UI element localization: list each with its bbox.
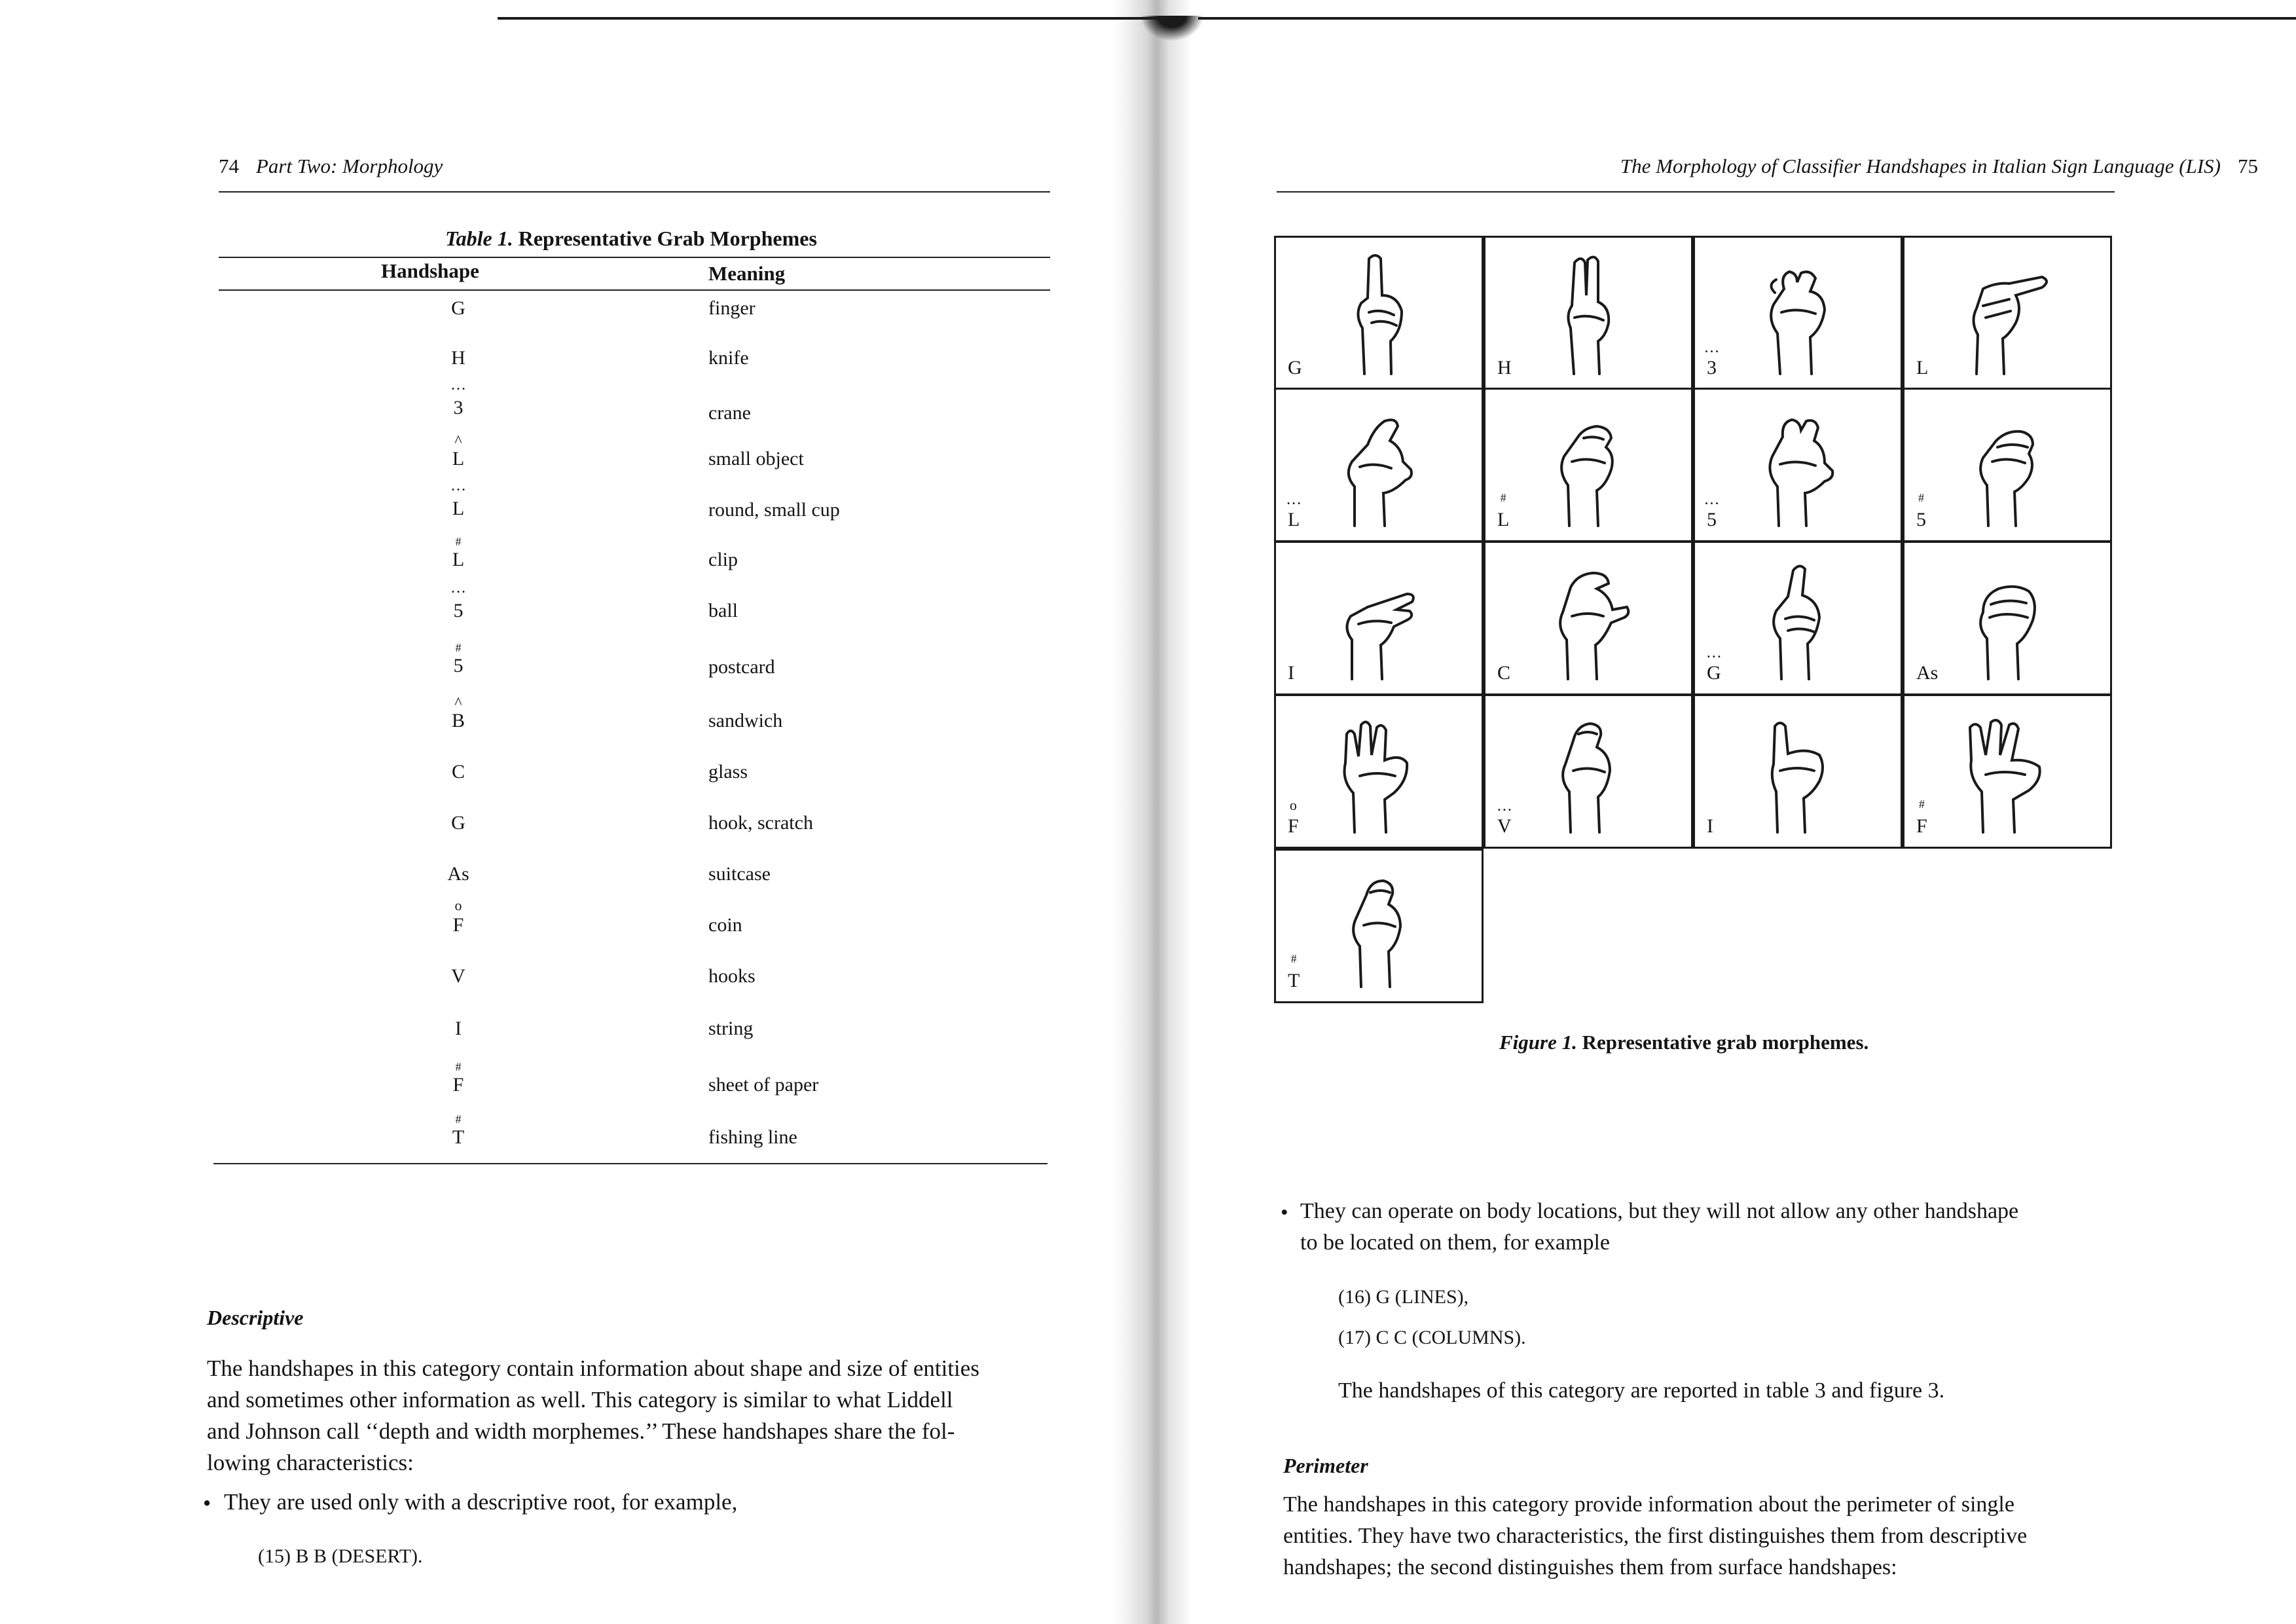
handshape-l-icon: [1957, 249, 2055, 380]
perimeter-paragraph: [1283, 1489, 2123, 1583]
handshape-cell: ^ B: [393, 710, 524, 732]
table-row: [216, 448, 1048, 487]
bullet-body-locations: [1300, 1196, 2119, 1259]
handshape-g-bent-icon: [1747, 555, 1846, 686]
paragraph-line: and sometimes other information as well. This category is similar to what Liddell: [207, 1387, 953, 1412]
figure-cell: [1274, 849, 1484, 1003]
handshape-as-icon: [1957, 555, 2055, 686]
cell-label: # 5: [1916, 509, 1926, 531]
figure-caption-label: Figure 1.: [1499, 1031, 1577, 1054]
figure-cell: [1903, 236, 2112, 390]
handshape-v-bent-icon: [1538, 708, 1636, 839]
left-running-head: [219, 155, 443, 178]
table-row: [216, 347, 1048, 386]
table-row: [216, 812, 1048, 851]
handshape-5-flat-icon: [1957, 401, 2055, 532]
meaning-cell: finger: [708, 297, 756, 319]
cell-label: # F: [1916, 815, 1927, 838]
figure-cell: [1484, 388, 1693, 542]
figure-cell: [1484, 541, 1693, 695]
right-running-head: [1620, 155, 2258, 178]
right-page-number: 75: [2238, 155, 2258, 177]
paragraph-line: and Johnson call ‘‘depth and width morphemes.’’ These handshapes share the fol-: [207, 1418, 955, 1444]
handshape-cell: C: [451, 761, 465, 783]
meaning-cell: postcard: [708, 656, 775, 678]
figure-cell: [1484, 236, 1693, 390]
cell-label: … 3: [1707, 357, 1717, 379]
meaning-cell: string: [708, 1018, 754, 1039]
meaning-cell: clip: [708, 549, 738, 570]
handshape-cell: … L: [393, 498, 524, 520]
table-row: [216, 1074, 1048, 1113]
cell-label: … L: [1288, 509, 1300, 531]
figure-caption-title: Representative grab morphemes.: [1582, 1031, 1869, 1054]
figure-cell: [1903, 388, 2112, 542]
handshape-h-icon: [1538, 249, 1636, 380]
figure-cell: [1274, 236, 1484, 390]
table-row: [216, 1126, 1048, 1166]
handshape-i-pinky-icon: [1747, 708, 1846, 839]
table-row: [216, 965, 1048, 1005]
table-row: [216, 397, 1048, 436]
handshape-cell: G: [451, 297, 465, 319]
left-page: [0, 0, 1133, 1624]
table-row: [216, 863, 1048, 902]
meaning-cell: fishing line: [708, 1126, 797, 1148]
table-row: [216, 914, 1048, 953]
paragraph-line: entities. They have two characteristics, the first distinguishes them from descriptive: [1283, 1524, 2028, 1548]
handshape-i-icon: [1328, 555, 1427, 686]
handshape-cell: I: [455, 1018, 462, 1039]
figure-cell: [1903, 541, 2112, 695]
meaning-cell: sandwich: [708, 710, 783, 731]
meaning-cell: hooks: [708, 965, 756, 987]
handshape-cell: As: [447, 863, 469, 885]
bullet-used-only-descriptive: They are used only with a descriptive root, for example,: [224, 1489, 738, 1515]
handshape-5-bent-icon: [1747, 401, 1846, 532]
section-title-descriptive: Descriptive: [207, 1306, 304, 1329]
cell-label: # L: [1497, 509, 1509, 531]
table-bottom-rule: [213, 1163, 1048, 1164]
cell-label: … G: [1707, 662, 1721, 684]
table-row: [216, 710, 1048, 749]
figure-cell: [1693, 388, 1903, 542]
handshape-cell: # F: [393, 1074, 524, 1096]
paragraph-line: The handshapes in this category provide information about the perimeter of single: [1283, 1492, 2014, 1517]
table-caption: [445, 227, 817, 251]
meaning-cell: coin: [708, 914, 742, 936]
section-title-perimeter: Perimeter: [1283, 1454, 1368, 1477]
example-16: (16) G (LINES),: [1338, 1286, 1469, 1308]
example-17: (17) C C (COLUMNS).: [1338, 1327, 1526, 1348]
figure-cell: [1903, 694, 2112, 849]
paragraph-line: The handshapes in this category contain information about shape and size of entities: [207, 1356, 979, 1381]
handshape-cell: V: [451, 965, 465, 987]
handshape-cell: o F: [393, 914, 524, 936]
handshape-c-icon: [1538, 555, 1636, 686]
cell-label: I: [1288, 662, 1294, 684]
table-header-handshape: Handshape: [381, 259, 479, 282]
figure-cell: [1693, 236, 1903, 390]
table-row: [216, 1018, 1048, 1057]
table-caption-title: Representative Grab Morphemes: [518, 227, 817, 250]
right-head-rule: [1277, 191, 2115, 193]
table-header-meaning: Meaning: [708, 262, 786, 285]
paragraph-line: They can operate on body locations, but they will not allow any other handshape: [1300, 1199, 2019, 1223]
figure-cell: [1484, 694, 1693, 849]
meaning-cell: ball: [708, 600, 738, 621]
handshape-cell: # T: [393, 1126, 524, 1149]
meaning-cell: hook, scratch: [708, 812, 813, 834]
paragraph-line: handshapes; the second distinguishes them from surface handshapes:: [1283, 1555, 1897, 1579]
report-line: The handshapes of this category are reported in table 3 and figure 3.: [1338, 1378, 1945, 1403]
cell-label: … 5: [1707, 509, 1717, 531]
meaning-cell: sheet of paper: [708, 1074, 819, 1096]
table-row: [216, 297, 1048, 337]
figure-cell: [1693, 541, 1903, 695]
meaning-cell: knife: [708, 347, 749, 369]
cell-label: # T: [1288, 970, 1300, 992]
right-running-head-title: The Morphology of Classifier Handshapes in Italian Sign Language (LIS): [1620, 155, 2221, 177]
example-15: (15) B B (DESERT).: [258, 1545, 423, 1567]
meaning-cell: small object: [708, 448, 804, 470]
handshape-g-icon: [1328, 249, 1427, 380]
cell-label: C: [1497, 662, 1511, 684]
bullet-marker: •: [1281, 1201, 1288, 1225]
handshape-t-icon: [1328, 862, 1427, 993]
table-row: [216, 549, 1048, 588]
figure-cell: [1693, 694, 1903, 849]
handshape-3-bent-icon: [1747, 249, 1846, 380]
figure-caption: [1499, 1031, 1868, 1054]
handshape-f-spread-icon: [1957, 708, 2055, 839]
left-running-head-title: Part Two: Morphology: [256, 155, 443, 177]
handshape-cell: # 5: [393, 655, 524, 677]
meaning-cell: crane: [708, 402, 751, 424]
handshape-l-clip-icon: [1538, 401, 1636, 532]
figure-cell: [1274, 694, 1484, 849]
handshape-cell: G: [451, 812, 465, 834]
cell-label: As: [1916, 662, 1939, 684]
meaning-cell: suitcase: [708, 863, 771, 885]
meaning-cell: glass: [708, 761, 748, 783]
paragraph-line: lowing characteristics:: [207, 1450, 414, 1475]
table-row: [216, 498, 1048, 537]
handshape-cell: H: [451, 347, 465, 369]
cell-label: … V: [1497, 815, 1512, 838]
table-top-rule: [219, 257, 1050, 258]
cell-label: L: [1916, 357, 1929, 378]
table-caption-label: Table 1.: [445, 227, 513, 250]
table-row: [216, 761, 1048, 800]
table-row: [216, 655, 1048, 694]
handshape-cell: … 3: [393, 397, 524, 419]
handshape-cell: # L: [393, 549, 524, 571]
figure-cell: [1274, 388, 1484, 542]
left-head-rule: [219, 191, 1050, 193]
handshape-f-open-icon: [1328, 708, 1427, 839]
meaning-cell: round, small cup: [708, 499, 840, 521]
cell-label: H: [1497, 357, 1512, 378]
descriptive-paragraph: [207, 1353, 1045, 1479]
table-header-rule: [219, 289, 1050, 291]
handshape-cell: … 5: [393, 600, 524, 622]
table-row: [216, 600, 1048, 639]
handshape-cell: ^ L: [393, 448, 524, 470]
paragraph-line: to be located on them, for example: [1300, 1230, 1610, 1255]
handshape-l-bent-icon: [1328, 401, 1427, 532]
cell-label: G: [1288, 357, 1302, 378]
cell-label: I: [1707, 815, 1713, 837]
left-page-number: 74: [219, 155, 239, 177]
figure-cell: [1274, 541, 1484, 695]
bullet-marker: •: [203, 1490, 211, 1516]
cell-label: o F: [1288, 815, 1299, 838]
